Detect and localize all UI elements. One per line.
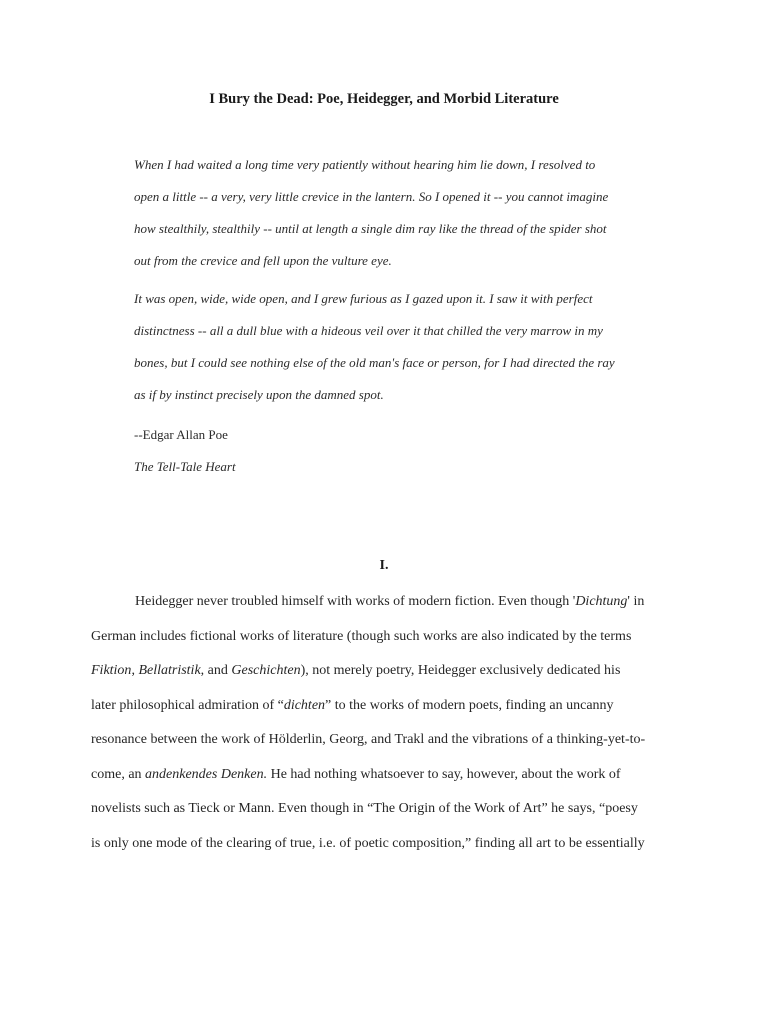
epigraph-line: out from the crevice and fell upon the vulture eye. bbox=[134, 253, 392, 268]
body-text-run: ” to the works of modern poets, finding an uncanny bbox=[325, 697, 614, 713]
epigraph-line: bones, but I could see nothing else of the old man's face or person, for I had directed the ray bbox=[134, 355, 615, 370]
epigraph-author: --Edgar Allan Poe bbox=[134, 427, 228, 442]
body-text-run: He had nothing whatsoever to say, however, about the work of bbox=[267, 766, 621, 782]
epigraph-line: distinctness -- all a dull blue with a hideous veil over it that chilled the very marrow in my bbox=[134, 323, 603, 338]
document-title: I Bury the Dead: Poe, Heidegger, and Morbid Literature bbox=[209, 91, 559, 107]
body-italic-run: Dichtung bbox=[575, 594, 628, 609]
body-italic-run: Geschichten bbox=[231, 663, 301, 678]
body-text-run: , bbox=[131, 663, 139, 678]
body-text-run: , and bbox=[200, 663, 232, 678]
body-italic-run: andenkendes Denken. bbox=[145, 766, 268, 782]
body-text-run: later philosophical admiration of “ bbox=[91, 697, 284, 713]
body-italic-run: Fiktion bbox=[91, 663, 132, 678]
body-text-run: Heidegger never troubled himself with works of modern fiction. Even though ' bbox=[135, 594, 576, 609]
body-italic-run: Bellatristik bbox=[138, 663, 201, 678]
epigraph-paragraph-2 bbox=[134, 289, 654, 417]
body-line: is only one mode of the clearing of true, i.e. of poetic composition,” finding all art to be essentially bbox=[91, 835, 645, 851]
body-text-run: ), not merely poetry, Heidegger exclusively dedicated his bbox=[300, 663, 621, 678]
body-paragraph bbox=[91, 590, 691, 866]
body-line: novelists such as Tieck or Mann. Even though in “The Origin of the Work of Art” he says, “poesy bbox=[91, 801, 638, 816]
epigraph-line: It was open, wide, wide open, and I grew furious as I gazed upon it. I saw it with perfect bbox=[134, 291, 593, 306]
body-line: German includes fictional works of literature (though such works are also indicated by the terms bbox=[91, 628, 632, 644]
body-text-run: ' in bbox=[627, 594, 645, 609]
epigraph-line: open a little -- a very, very little crevice in the lantern. So I opened it -- you cannot imagine bbox=[134, 189, 609, 204]
body-italic-run: dichten bbox=[283, 697, 326, 713]
epigraph-work-title: The Tell-Tale Heart bbox=[134, 459, 236, 474]
section-heading: I. bbox=[379, 558, 389, 573]
body-line bbox=[91, 763, 691, 798]
epigraph-paragraph-1 bbox=[134, 155, 654, 283]
body-text-run: come, an bbox=[91, 766, 146, 782]
epigraph-attribution bbox=[134, 425, 236, 489]
body-line: resonance between the work of Hölderlin, Georg, and Trakl and the vibrations of a thinking-yet-to- bbox=[91, 732, 646, 747]
epigraph-line: When I had waited a long time very patiently without hearing him lie down, I resolved to bbox=[134, 157, 596, 172]
body-line bbox=[91, 694, 691, 729]
body-line bbox=[91, 659, 691, 694]
epigraph-line: how stealthily, stealthily -- until at length a single dim ray like the thread of the spider shot bbox=[134, 221, 607, 236]
body-line bbox=[91, 590, 691, 625]
epigraph-line: as if by instinct precisely upon the damned spot. bbox=[134, 387, 384, 402]
